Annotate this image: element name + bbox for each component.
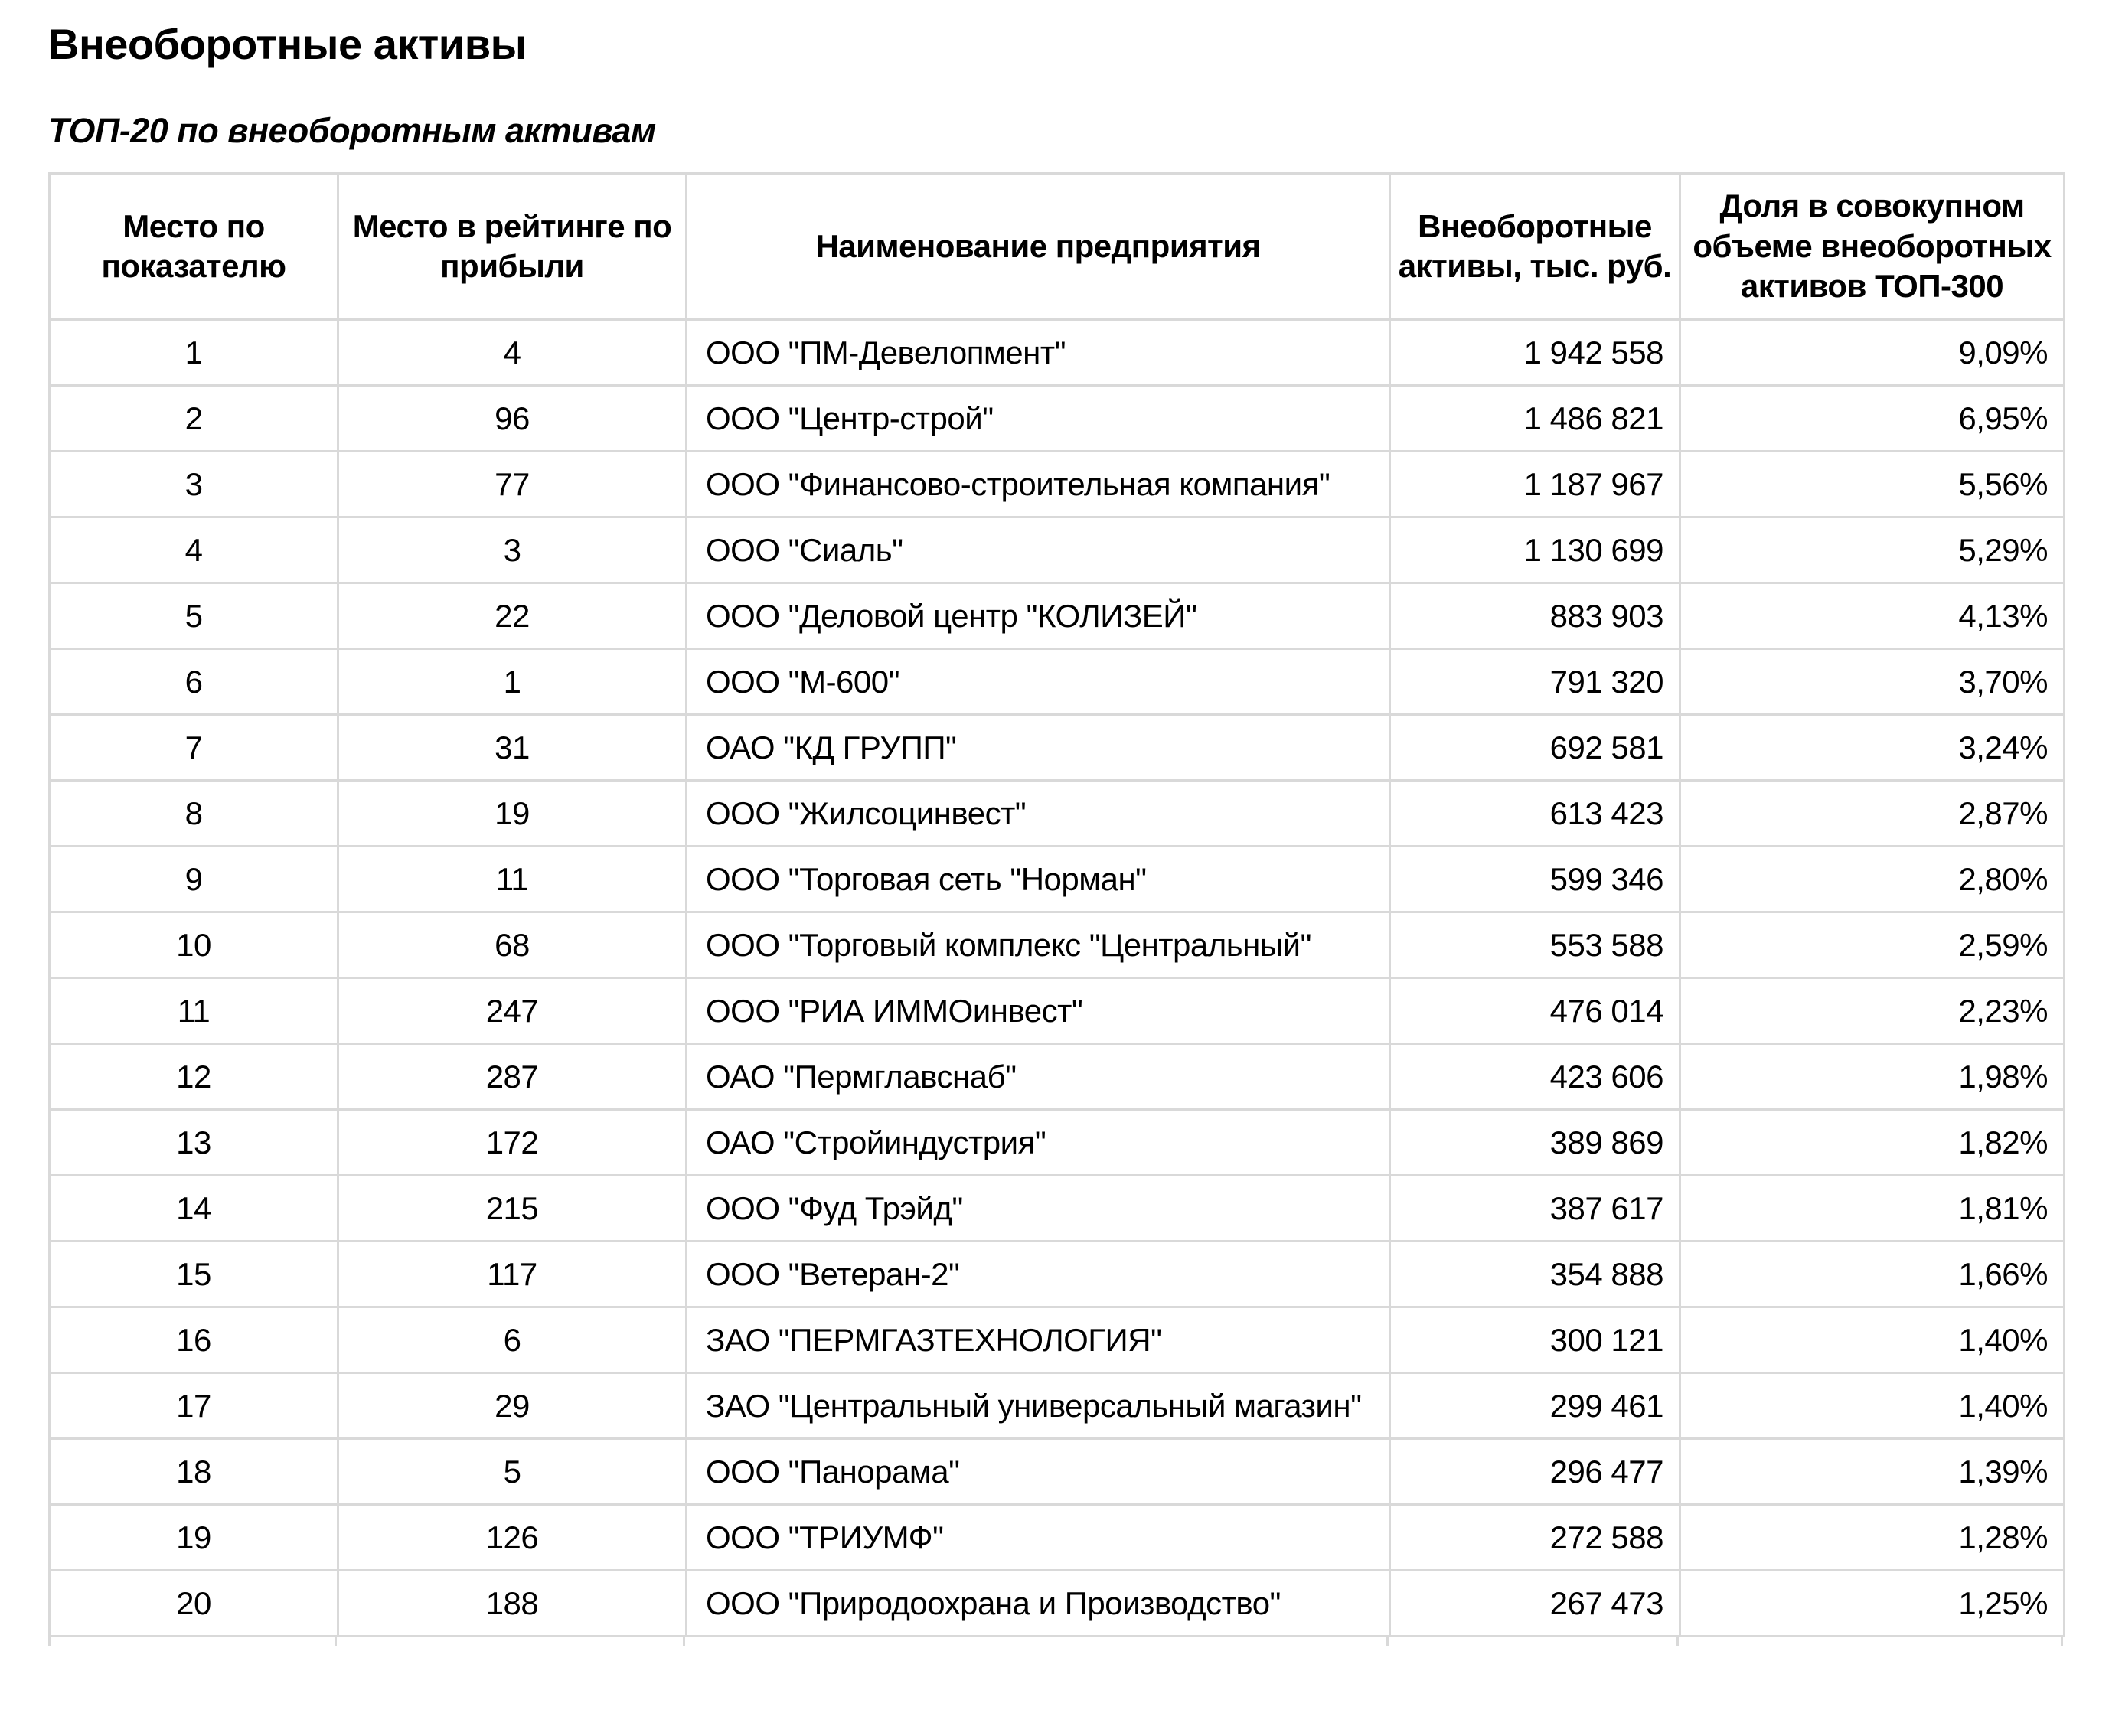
cell-company-name: ООО "Ветеран-2" [687, 1242, 1390, 1307]
cell-place: 17 [50, 1373, 338, 1439]
cell-assets-value: 553 588 [1390, 912, 1680, 978]
page-title: Внеоборотные активы [48, 20, 527, 68]
cell-company-name: ООО "М-600" [687, 649, 1390, 715]
cell-assets-value: 354 888 [1390, 1242, 1680, 1307]
table-row [50, 1373, 2065, 1439]
cell-place: 6 [50, 649, 338, 715]
cell-profit-rank: 287 [338, 1044, 687, 1110]
cell-place: 12 [50, 1044, 338, 1110]
cell-place: 7 [50, 715, 338, 781]
grid-stub [1679, 1637, 2063, 1646]
table-row [50, 978, 2065, 1044]
header-place: Место по показателю [50, 174, 338, 320]
cell-company-name: ОАО "КД ГРУПП" [687, 715, 1390, 781]
table-row [50, 1044, 2065, 1110]
cell-share-value: 5,56% [1680, 452, 2065, 517]
cell-profit-rank: 22 [338, 583, 687, 649]
grid-stub [337, 1637, 685, 1646]
cell-share-value: 1,40% [1680, 1307, 2065, 1373]
cell-profit-rank: 215 [338, 1176, 687, 1242]
cell-company-name: ООО "Панорама" [687, 1439, 1390, 1505]
table-row [50, 1505, 2065, 1571]
cell-share-value: 2,23% [1680, 978, 2065, 1044]
cell-company-name: ООО "ПМ-Девелопмент" [687, 320, 1390, 386]
header-assets-value: Внеоборотные активы, тыс. руб. [1390, 174, 1680, 320]
cell-share-value: 1,81% [1680, 1176, 2065, 1242]
cell-company-name: ОАО "Стройиндустрия" [687, 1110, 1390, 1176]
cell-profit-rank: 117 [338, 1242, 687, 1307]
cell-assets-value: 272 588 [1390, 1505, 1680, 1571]
table-row [50, 1571, 2065, 1636]
cell-share-value: 1,28% [1680, 1505, 2065, 1571]
cell-assets-value: 389 869 [1390, 1110, 1680, 1176]
cell-share-value: 3,70% [1680, 649, 2065, 715]
cell-place: 14 [50, 1176, 338, 1242]
cell-assets-value: 1 187 967 [1390, 452, 1680, 517]
cell-assets-value: 613 423 [1390, 781, 1680, 847]
cell-company-name: ОАО "Пермглавснаб" [687, 1044, 1390, 1110]
table-row [50, 1110, 2065, 1176]
table-row [50, 583, 2065, 649]
grid-stub [48, 1637, 337, 1646]
cell-place: 11 [50, 978, 338, 1044]
cell-profit-rank: 3 [338, 517, 687, 583]
table-row [50, 715, 2065, 781]
cell-profit-rank: 31 [338, 715, 687, 781]
header-company-name: Наименование предприятия [687, 174, 1390, 320]
cell-profit-rank: 19 [338, 781, 687, 847]
cell-share-value: 1,39% [1680, 1439, 2065, 1505]
page-subtitle: ТОП-20 по внеоборотным активам [48, 111, 656, 151]
table-row [50, 912, 2065, 978]
cell-place: 16 [50, 1307, 338, 1373]
cell-assets-value: 296 477 [1390, 1439, 1680, 1505]
cell-company-name: ООО "Фуд Трэйд" [687, 1176, 1390, 1242]
table-row [50, 1439, 2065, 1505]
cell-profit-rank: 96 [338, 386, 687, 452]
cell-share-value: 1,40% [1680, 1373, 2065, 1439]
cell-profit-rank: 29 [338, 1373, 687, 1439]
cell-place: 2 [50, 386, 338, 452]
cell-profit-rank: 126 [338, 1505, 687, 1571]
table-row [50, 847, 2065, 912]
grid-stub [685, 1637, 1389, 1646]
table-header-row [50, 174, 2065, 320]
top20-noncurrent-assets-table [48, 172, 2065, 1637]
cell-place: 19 [50, 1505, 338, 1571]
cell-share-value: 6,95% [1680, 386, 2065, 452]
cell-assets-value: 267 473 [1390, 1571, 1680, 1636]
cell-company-name: ЗАО "ПЕРМГАЗТЕХНОЛОГИЯ" [687, 1307, 1390, 1373]
cell-assets-value: 1 486 821 [1390, 386, 1680, 452]
cell-company-name: ООО "ТРИУМФ" [687, 1505, 1390, 1571]
table-row [50, 1176, 2065, 1242]
cell-share-value: 2,87% [1680, 781, 2065, 847]
cell-assets-value: 791 320 [1390, 649, 1680, 715]
cell-assets-value: 1 130 699 [1390, 517, 1680, 583]
table-row [50, 386, 2065, 452]
cell-share-value: 1,98% [1680, 1044, 2065, 1110]
cell-share-value: 2,80% [1680, 847, 2065, 912]
cell-profit-rank: 11 [338, 847, 687, 912]
cell-assets-value: 299 461 [1390, 1373, 1680, 1439]
cell-company-name: ООО "Деловой центр "КОЛИЗЕЙ" [687, 583, 1390, 649]
cell-company-name: ООО "Торговая сеть "Норман" [687, 847, 1390, 912]
table-body [50, 320, 2065, 1636]
header-profit-rank: Место в рейтинге по прибыли [338, 174, 687, 320]
table-row [50, 1242, 2065, 1307]
cell-profit-rank: 172 [338, 1110, 687, 1176]
cell-company-name: ООО "Финансово-строительная компания" [687, 452, 1390, 517]
grid-stub [1389, 1637, 1679, 1646]
cell-assets-value: 476 014 [1390, 978, 1680, 1044]
cell-profit-rank: 5 [338, 1439, 687, 1505]
cell-assets-value: 692 581 [1390, 715, 1680, 781]
table-header [50, 174, 2065, 320]
cell-profit-rank: 188 [338, 1571, 687, 1636]
cell-share-value: 5,29% [1680, 517, 2065, 583]
cell-company-name: ООО "РИА ИММОинвест" [687, 978, 1390, 1044]
cell-place: 10 [50, 912, 338, 978]
cell-share-value: 1,82% [1680, 1110, 2065, 1176]
table-row [50, 1307, 2065, 1373]
cell-company-name: ООО "Жилсоцинвест" [687, 781, 1390, 847]
table-row [50, 781, 2065, 847]
cell-share-value: 2,59% [1680, 912, 2065, 978]
cell-place: 13 [50, 1110, 338, 1176]
cell-share-value: 1,25% [1680, 1571, 2065, 1636]
cell-place: 18 [50, 1439, 338, 1505]
table-row [50, 452, 2065, 517]
cell-share-value: 1,66% [1680, 1242, 2065, 1307]
cell-assets-value: 883 903 [1390, 583, 1680, 649]
cell-company-name: ООО "Центр-строй" [687, 386, 1390, 452]
cell-company-name: ООО "Природоохрана и Производство" [687, 1571, 1390, 1636]
cell-share-value: 3,24% [1680, 715, 2065, 781]
cell-company-name: ЗАО "Центральный универсальный магазин" [687, 1373, 1390, 1439]
grid-stub-row [48, 1637, 2063, 1646]
cell-assets-value: 423 606 [1390, 1044, 1680, 1110]
cell-profit-rank: 68 [338, 912, 687, 978]
cell-assets-value: 387 617 [1390, 1176, 1680, 1242]
cell-place: 3 [50, 452, 338, 517]
cell-profit-rank: 1 [338, 649, 687, 715]
cell-profit-rank: 77 [338, 452, 687, 517]
cell-place: 4 [50, 517, 338, 583]
cell-place: 8 [50, 781, 338, 847]
cell-assets-value: 300 121 [1390, 1307, 1680, 1373]
cell-place: 9 [50, 847, 338, 912]
cell-place: 5 [50, 583, 338, 649]
table-row [50, 320, 2065, 386]
cell-share-value: 4,13% [1680, 583, 2065, 649]
table-row [50, 517, 2065, 583]
cell-company-name: ООО "Сиаль" [687, 517, 1390, 583]
cell-profit-rank: 247 [338, 978, 687, 1044]
cell-place: 20 [50, 1571, 338, 1636]
cell-assets-value: 599 346 [1390, 847, 1680, 912]
cell-profit-rank: 6 [338, 1307, 687, 1373]
cell-profit-rank: 4 [338, 320, 687, 386]
header-share-top300: Доля в совокупном объеме внеоборотных активов ТОП-300 [1680, 174, 2065, 320]
cell-company-name: ООО "Торговый комплекс "Центральный" [687, 912, 1390, 978]
cell-place: 1 [50, 320, 338, 386]
cell-share-value: 9,09% [1680, 320, 2065, 386]
cell-place: 15 [50, 1242, 338, 1307]
cell-assets-value: 1 942 558 [1390, 320, 1680, 386]
table-row [50, 649, 2065, 715]
